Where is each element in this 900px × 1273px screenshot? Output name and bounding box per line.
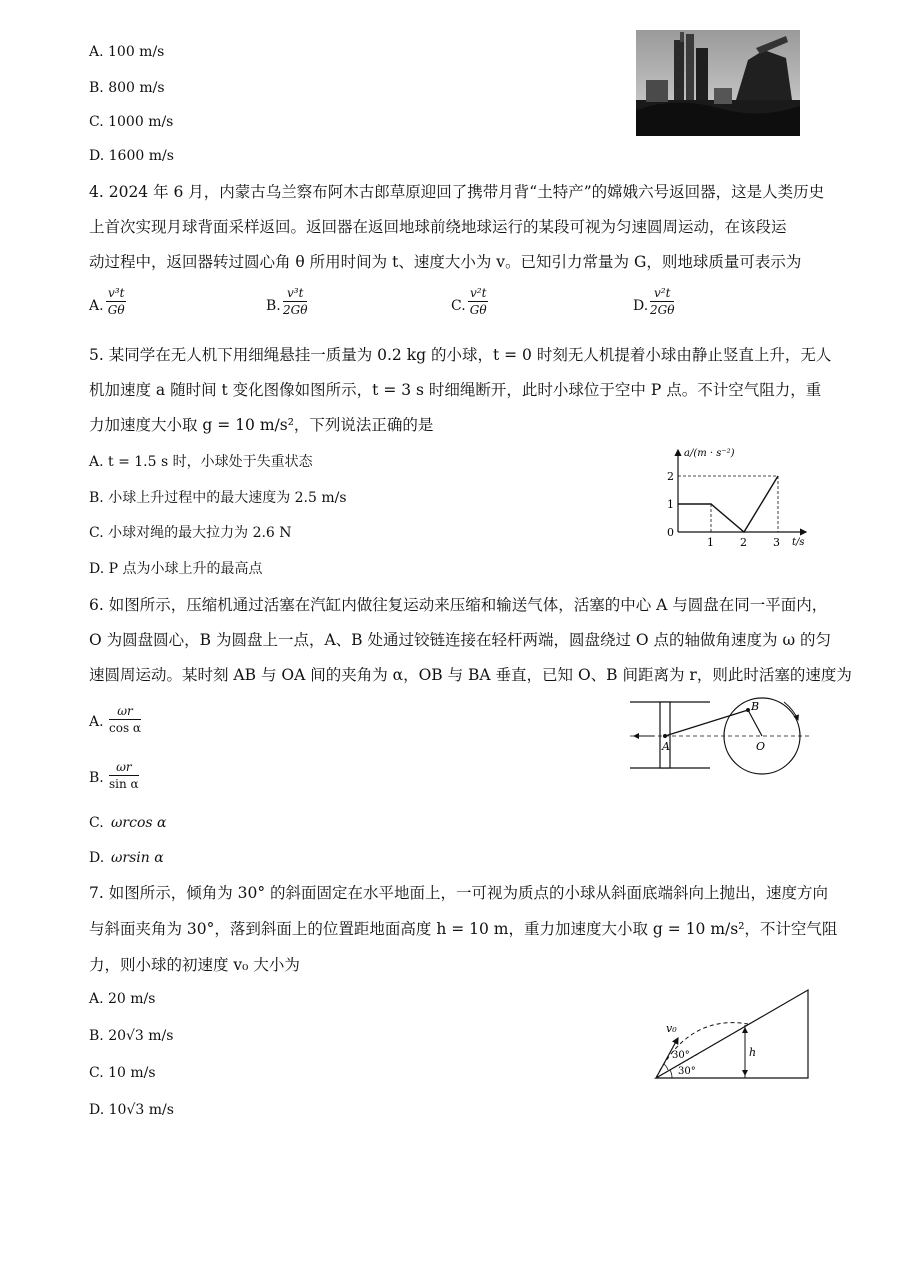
q6-option-c-label: C.: [89, 815, 104, 831]
graph-curve: [678, 476, 778, 532]
diagram-h-label: h: [749, 1046, 757, 1059]
q6-option-a-fraction: $\frac{\omega r}{\text{cos α}}$: [109, 704, 142, 735]
q5-option-a: A. t = 1.5 s 时，小球处于失重状态: [89, 454, 313, 470]
graph-xtick-2: 2: [740, 536, 747, 549]
q4-option-c-label: C.: [451, 298, 466, 314]
graph-xtick-1: 1: [707, 536, 714, 549]
q6-option-a-label: A.: [89, 714, 104, 730]
diagram-label-b: B: [751, 700, 760, 713]
q6-option-b-fraction: $\frac{\omega r}{\text{sin α}}$: [109, 760, 139, 791]
q7-incline-diagram: [648, 984, 812, 1082]
q4-option-a-label: A.: [89, 298, 104, 314]
q5-option-c: C. 小球对绳的最大拉力为 2.6 N: [89, 525, 292, 541]
diagram-angle-1: 30°: [672, 1050, 690, 1061]
q4-line-1: 4. 2024 年 6 月，内蒙古乌兰察布阿木古郎草原迎回了携带月背“土特产”的嫦娥六号返回器，这是人类历史: [89, 183, 825, 201]
graph-ytick-0: 0: [667, 526, 674, 539]
q4-line-2: 上首次实现月球背面采样返回。返回器在返回地球前绕地球运行的某段可视为匀速圆周运动，在该段运: [89, 218, 787, 236]
q4-option-d-fraction: $\frac{\text{v²t}}{2G\theta}$: [650, 286, 675, 317]
q5-line-3: 力加速度大小取 g = 10 m/s²，下列说法正确的是: [89, 416, 434, 434]
q6-line-2: O 为圆盘圆心，B 为圆盘上一点，A、B 处通过铰链连接在轻杆两端，圆盘绕过 O 点的轴做角速度为 ω 的匀: [89, 631, 832, 649]
q6-option-d-label: D.: [89, 850, 105, 866]
q7-line-1: 7. 如图所示，倾角为 30° 的斜面固定在水平地面上，一可视为质点的小球从斜面底端斜向上抛出，速度方向: [89, 884, 829, 902]
q6-option-c-text: ωrcos α: [111, 815, 167, 831]
q4-option-c-fraction: $\frac{\text{v²t}}{G\theta}$: [469, 286, 487, 317]
diagram-v0-label: v₀: [666, 1022, 677, 1035]
q6-line-3: 速圆周运动。某时刻 AB 与 OA 间的夹角为 α，OB 与 BA 垂直，已知 O、B 间距离为 r，则此时活塞的速度为: [89, 666, 852, 684]
q6-option-b-label: B.: [89, 770, 104, 786]
q3-option-b: B. 800 m/s: [89, 80, 165, 96]
q3-option-d: D. 1600 m/s: [89, 148, 174, 164]
q5-line-2: 机加速度 a 随时间 t 变化图像如图所示，t = 3 s 时细绳断开，此时小球位于空中 P 点。不计空气阻力，重: [89, 381, 822, 399]
q6-line-1: 6. 如图所示，压缩机通过活塞在汽缸内做往复运动来压缩和输送气体，活塞的中心 A 与圆盘在同一平面内，: [89, 596, 828, 614]
diagram-label-o: O: [756, 740, 766, 753]
q5-option-d: D. P 点为小球上升的最高点: [89, 561, 263, 577]
q6-compressor-diagram: [626, 690, 816, 780]
q7-option-d: D. 10√3 m/s: [89, 1102, 174, 1118]
graph-ytick-1: 1: [667, 498, 674, 511]
q7-option-b: B. 20√3 m/s: [89, 1028, 174, 1044]
graph-ylabel: a/(m · s⁻²): [684, 448, 735, 459]
q7-line-2: 与斜面夹角为 30°，落到斜面上的位置距地面高度 h = 10 m，重力加速度大小取 g = 10 m/s²，不计空气阻: [89, 920, 838, 938]
q4-option-a-fraction: $\frac{\text{v³t}}{G\theta}$: [107, 286, 125, 317]
q5-acceleration-graph: [658, 442, 818, 552]
q4-line-3: 动过程中，返回器转过圆心角 θ 所用时间为 t、速度大小为 v。已知引力常量为 G，则地球质量可表示为: [89, 253, 802, 271]
q4-option-d-label: D.: [633, 298, 649, 314]
graph-xlabel: t/s: [792, 537, 805, 548]
graph-ytick-2: 2: [667, 470, 674, 483]
diagram-label-a: A: [662, 740, 670, 753]
diagram-angle-2: 30°: [678, 1066, 696, 1077]
q5-option-b: B. 小球上升过程中的最大速度为 2.5 m/s: [89, 490, 347, 506]
q5-line-1: 5. 某同学在无人机下用细绳悬挂一质量为 0.2 kg 的小球，t = 0 时刻无人机提着小球由静止竖直上升，无人: [89, 346, 832, 364]
q7-option-a: A. 20 m/s: [89, 991, 156, 1007]
q7-line-3: 力，则小球的初速度 v₀ 大小为: [89, 956, 300, 974]
q6-option-d-text: ωrsin α: [111, 850, 164, 866]
q4-option-b-fraction: $\frac{\text{v³t}}{2G\theta}$: [283, 286, 308, 317]
graph-xtick-3: 3: [773, 536, 780, 549]
q7-option-c: C. 10 m/s: [89, 1065, 156, 1081]
q3-option-a: A. 100 m/s: [89, 44, 165, 60]
q3-option-c: C. 1000 m/s: [89, 114, 174, 130]
launch-site-photo: [636, 30, 800, 136]
q4-option-b-label: B.: [266, 298, 281, 314]
